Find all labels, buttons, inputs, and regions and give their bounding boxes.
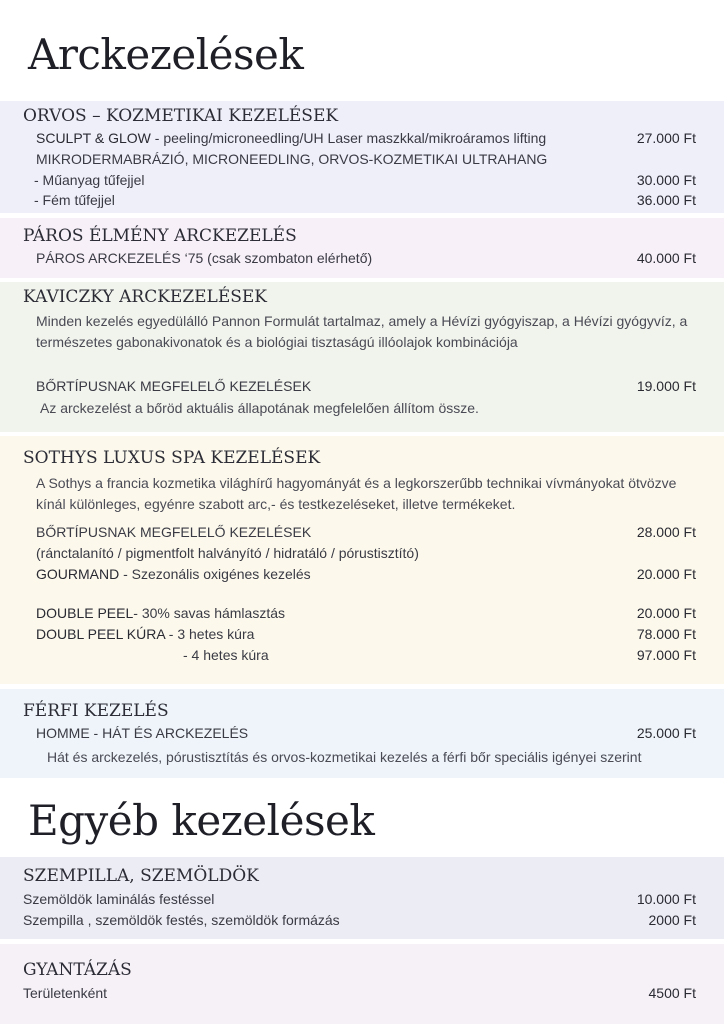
item-name: MIKRODERMABRÁZIÓ, MICRONEEDLING, ORVOS-KOZMETIKAI ULTRAHANG bbox=[36, 151, 548, 167]
item-name: Szempilla , szemöldök festés, szemöldök formázás bbox=[23, 912, 340, 928]
item-price: 20.000 Ft bbox=[636, 605, 696, 621]
section-title: FÉRFI KEZELÉS bbox=[23, 701, 169, 721]
price-row bbox=[0, 151, 724, 171]
price-row bbox=[0, 566, 724, 586]
price-row bbox=[0, 605, 724, 625]
item-desc: - 3 hetes kúra bbox=[164, 626, 255, 642]
item-price: 4500 Ft bbox=[648, 985, 696, 1001]
item-price: 25.000 Ft bbox=[636, 725, 696, 741]
price-row bbox=[0, 891, 724, 911]
item-desc: - 30% savas hámlasztás bbox=[133, 605, 285, 621]
item-name: Szemöldök laminálás festéssel bbox=[23, 891, 215, 907]
item-name: - Fém tűfejjel bbox=[34, 192, 115, 208]
item-name: - Műanyag tűfejjel bbox=[34, 172, 145, 188]
price-row bbox=[0, 545, 724, 565]
price-row bbox=[0, 647, 724, 667]
item-desc: (ránctalanító / pigmentfolt halványító / hidratáló / pórustisztító) bbox=[36, 545, 419, 561]
item-price: 40.000 Ft bbox=[636, 250, 696, 266]
price-row bbox=[0, 524, 724, 544]
item-price: 30.000 Ft bbox=[636, 172, 696, 188]
item-price: 2000 Ft bbox=[648, 912, 696, 928]
item-price: 20.000 Ft bbox=[636, 566, 696, 582]
price-row bbox=[0, 192, 724, 212]
item-name: SCULPT & GLOW bbox=[36, 130, 151, 146]
section-title: SOTHYS LUXUS SPA KEZELÉSEK bbox=[23, 448, 321, 468]
item-name: PÁROS ARCKEZELÉS ‘75 (csak szombaton elérhető) bbox=[36, 250, 373, 266]
item-price: 19.000 Ft bbox=[636, 378, 696, 394]
section-title: ORVOS – KOZMETIKAI KEZELÉSEK bbox=[23, 106, 339, 126]
item-desc: - 4 hetes kúra bbox=[183, 647, 269, 663]
item-desc: - Szezonális oxigénes kezelés bbox=[119, 566, 311, 582]
section-title: GYANTÁZÁS bbox=[23, 960, 132, 980]
section-title: KAVICZKY ARCKEZELÉSEK bbox=[23, 287, 267, 307]
item-price: 28.000 Ft bbox=[636, 524, 696, 540]
section-title: PÁROS ÉLMÉNY ARCKEZELÉS bbox=[23, 226, 297, 246]
section-gyantazas bbox=[0, 944, 724, 1024]
price-row bbox=[0, 130, 724, 150]
item-desc: - peeling/microneedling/UH Laser maszkkal/mikroáramos lifting bbox=[150, 130, 547, 146]
item-note: Az arckezelést a bőröd aktuális állapotának megfelelően állítom össze. bbox=[40, 400, 479, 416]
price-row bbox=[0, 985, 724, 1005]
item-price: 78.000 Ft bbox=[636, 626, 696, 642]
item-name: DOUBL PEEL KÚRA bbox=[36, 626, 165, 642]
item-name: BŐRTÍPUSNAK MEGFELELŐ KEZELÉSEK bbox=[36, 524, 312, 540]
section-description: Minden kezelés egyedülálló Pannon Formulát tartalmaz, amely a Hévízi gyógyiszap, a Hévízi gyógyvíz, a természetes gabonakivonatok és a biológiai tisztaságú illóolajok kombinációja bbox=[36, 313, 688, 350]
item-name: Területenként bbox=[23, 985, 108, 1001]
section-description: A Sothys a francia kozmetika világhírű hagyományát és a legkorszerűbb technikai vívmányokat ötvözve kínál különleges, egyénre szabott arc,- és testkezeléseket, illetve termékeket. bbox=[36, 475, 677, 512]
section-title: SZEMPILLA, SZEMÖLDÖK bbox=[23, 866, 259, 886]
item-name: BŐRTÍPUSNAK MEGFELELŐ KEZELÉSEK bbox=[36, 378, 312, 394]
page-subtitle: Egyéb kezelések bbox=[28, 796, 375, 845]
price-row bbox=[0, 626, 724, 646]
price-row bbox=[0, 172, 724, 192]
item-price: 10.000 Ft bbox=[636, 891, 696, 907]
item-note: Hát és arckezelés, pórustisztítás és orvos-kozmetikai kezelés a férfi bőr speciális igényei szerint bbox=[47, 749, 642, 765]
item-price: 27.000 Ft bbox=[636, 130, 696, 146]
item-name: GOURMAND bbox=[36, 566, 120, 582]
item-name: HOMME - HÁT ÉS ARCKEZELÉS bbox=[36, 725, 249, 741]
price-row bbox=[0, 725, 724, 745]
price-row bbox=[0, 378, 724, 398]
item-price: 36.000 Ft bbox=[636, 192, 696, 208]
item-price: 97.000 Ft bbox=[636, 647, 696, 663]
page-title: Arckezelések bbox=[28, 30, 304, 79]
price-row bbox=[0, 912, 724, 932]
price-row bbox=[0, 250, 724, 270]
item-name: DOUBLE PEEL bbox=[36, 605, 134, 621]
